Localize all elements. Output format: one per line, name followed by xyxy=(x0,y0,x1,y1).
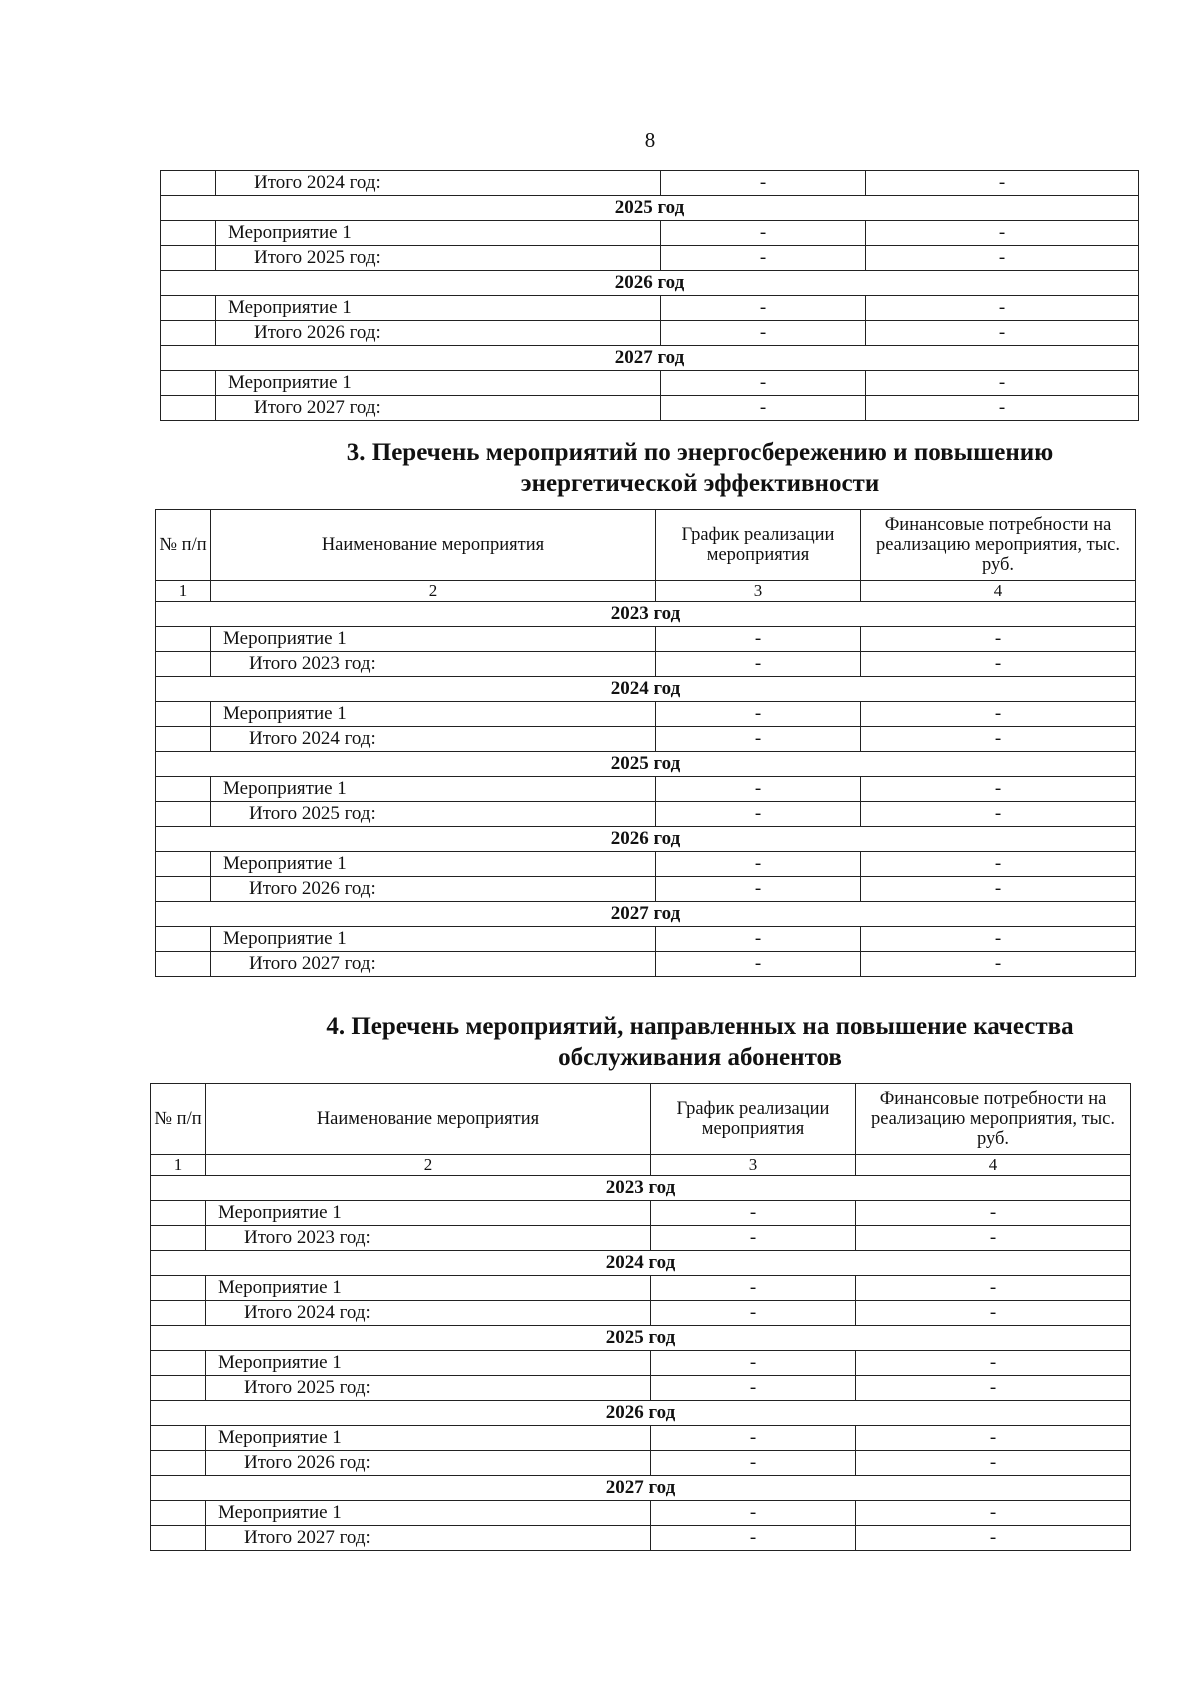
row-number-cell xyxy=(151,1301,206,1326)
row-number-cell xyxy=(156,927,211,952)
schedule-cell: - xyxy=(661,321,866,346)
schedule-cell: - xyxy=(651,1226,856,1251)
finance-cell: - xyxy=(861,627,1136,652)
year-row xyxy=(156,827,1136,852)
table-section3 xyxy=(155,509,1136,977)
row-number-cell xyxy=(156,777,211,802)
total-label: Итого 2025 год: xyxy=(211,802,656,827)
total-label: Итого 2023 год: xyxy=(211,652,656,677)
total-label: Итого 2027 год: xyxy=(206,1526,651,1551)
measure-row xyxy=(156,627,1136,652)
total-row xyxy=(151,1301,1131,1326)
measure-name: Мероприятие 1 xyxy=(211,852,656,877)
total-label: Итого 2027 год: xyxy=(216,396,661,421)
year-row xyxy=(156,902,1136,927)
year-label: 2024 год xyxy=(151,1251,1131,1276)
year-label: 2027 год xyxy=(151,1476,1131,1501)
measure-name: Мероприятие 1 xyxy=(211,627,656,652)
finance-cell: - xyxy=(861,952,1136,977)
measure-name: Мероприятие 1 xyxy=(216,296,661,321)
row-number-cell xyxy=(161,396,216,421)
row-number-cell xyxy=(156,877,211,902)
measure-row xyxy=(161,296,1139,321)
row-number-cell xyxy=(151,1526,206,1551)
section3-heading-line1: 3. Перечень мероприятий по энергосбережению и повышению xyxy=(346,439,1054,466)
finance-cell: - xyxy=(861,877,1136,902)
table-continuation xyxy=(160,170,1139,421)
measure-name: Мероприятие 1 xyxy=(206,1276,651,1301)
schedule-cell: - xyxy=(651,1376,856,1401)
total-label: Итого 2026 год: xyxy=(211,877,656,902)
year-label: 2027 год xyxy=(156,902,1136,927)
measure-name: Мероприятие 1 xyxy=(211,777,656,802)
total-row xyxy=(151,1451,1131,1476)
section4-heading-line2: обслуживания абонентов xyxy=(558,1044,842,1071)
finance-cell: - xyxy=(856,1226,1131,1251)
col-number-2: 2 xyxy=(211,581,656,602)
total-label: Итого 2024 год: xyxy=(211,727,656,752)
total-label: Итого 2025 год: xyxy=(206,1376,651,1401)
header-row xyxy=(151,1084,1131,1155)
finance-cell: - xyxy=(866,171,1139,196)
year-row xyxy=(151,1176,1131,1201)
section4-heading-line1: 4. Перечень мероприятий, направленных на повышение качества xyxy=(326,1013,1074,1040)
year-row xyxy=(151,1401,1131,1426)
col-header-number: № п/п xyxy=(151,1084,206,1155)
schedule-cell: - xyxy=(651,1201,856,1226)
finance-cell: - xyxy=(856,1501,1131,1526)
page-number: 8 xyxy=(644,128,656,152)
total-row xyxy=(151,1226,1131,1251)
schedule-cell: - xyxy=(651,1451,856,1476)
total-row xyxy=(151,1376,1131,1401)
row-number-cell xyxy=(161,296,216,321)
row-number-cell xyxy=(156,952,211,977)
year-label: 2023 год xyxy=(151,1176,1131,1201)
finance-cell: - xyxy=(856,1376,1131,1401)
col-number-1: 1 xyxy=(151,1155,206,1176)
year-label: 2026 год xyxy=(151,1401,1131,1426)
measure-name: Мероприятие 1 xyxy=(206,1201,651,1226)
finance-cell: - xyxy=(861,702,1136,727)
measure-name: Мероприятие 1 xyxy=(211,702,656,727)
row-number-cell xyxy=(151,1351,206,1376)
col-number-1: 1 xyxy=(156,581,211,602)
year-row xyxy=(151,1476,1131,1501)
finance-cell: - xyxy=(861,927,1136,952)
schedule-cell: - xyxy=(661,221,866,246)
col-number-4: 4 xyxy=(861,581,1136,602)
finance-cell: - xyxy=(866,296,1139,321)
row-number-cell xyxy=(151,1376,206,1401)
measure-row xyxy=(156,777,1136,802)
col-header-name: Наименование мероприятия xyxy=(211,510,656,581)
year-row xyxy=(151,1251,1131,1276)
finance-cell: - xyxy=(856,1351,1131,1376)
finance-cell: - xyxy=(861,652,1136,677)
col-number-2: 2 xyxy=(206,1155,651,1176)
year-label: 2025 год xyxy=(151,1326,1131,1351)
total-row xyxy=(156,952,1136,977)
section3-heading xyxy=(100,437,1200,499)
row-number-cell xyxy=(156,727,211,752)
section3-heading-line2: энергетической эффективности xyxy=(520,470,880,497)
year-label: 2027 год xyxy=(161,346,1139,371)
measure-name: Мероприятие 1 xyxy=(216,221,661,246)
schedule-cell: - xyxy=(656,702,861,727)
schedule-cell: - xyxy=(651,1301,856,1326)
schedule-cell: - xyxy=(661,296,866,321)
total-row xyxy=(161,246,1139,271)
total-row xyxy=(161,171,1139,196)
measure-name: Мероприятие 1 xyxy=(206,1501,651,1526)
measure-row xyxy=(151,1351,1131,1376)
row-number-cell xyxy=(151,1451,206,1476)
measure-row xyxy=(151,1201,1131,1226)
finance-cell: - xyxy=(861,802,1136,827)
col-number-3: 3 xyxy=(651,1155,856,1176)
finance-cell: - xyxy=(866,371,1139,396)
finance-cell: - xyxy=(856,1526,1131,1551)
total-row xyxy=(156,802,1136,827)
schedule-cell: - xyxy=(661,371,866,396)
schedule-cell: - xyxy=(651,1501,856,1526)
total-label: Итого 2024 год: xyxy=(216,171,661,196)
schedule-cell: - xyxy=(656,652,861,677)
schedule-cell: - xyxy=(656,952,861,977)
schedule-cell: - xyxy=(656,927,861,952)
row-number-cell xyxy=(151,1201,206,1226)
measure-row xyxy=(161,221,1139,246)
schedule-cell: - xyxy=(661,246,866,271)
row-number-cell xyxy=(156,852,211,877)
finance-cell: - xyxy=(861,852,1136,877)
year-row xyxy=(156,752,1136,777)
row-number-cell xyxy=(156,627,211,652)
schedule-cell: - xyxy=(656,777,861,802)
row-number-cell xyxy=(161,371,216,396)
row-number-cell xyxy=(151,1501,206,1526)
schedule-cell: - xyxy=(656,627,861,652)
row-number-cell xyxy=(156,652,211,677)
row-number-cell xyxy=(161,246,216,271)
schedule-cell: - xyxy=(661,396,866,421)
year-row xyxy=(156,602,1136,627)
row-number-cell xyxy=(161,321,216,346)
row-number-cell xyxy=(151,1226,206,1251)
column-numbers-row xyxy=(151,1155,1131,1176)
finance-cell: - xyxy=(866,321,1139,346)
total-label: Итого 2025 год: xyxy=(216,246,661,271)
measure-name: Мероприятие 1 xyxy=(206,1426,651,1451)
year-row xyxy=(161,346,1139,371)
finance-cell: - xyxy=(856,1426,1131,1451)
measure-row xyxy=(156,702,1136,727)
col-number-4: 4 xyxy=(856,1155,1131,1176)
col-header-name: Наименование мероприятия xyxy=(206,1084,651,1155)
schedule-cell: - xyxy=(661,171,866,196)
schedule-cell: - xyxy=(651,1526,856,1551)
finance-cell: - xyxy=(866,396,1139,421)
schedule-cell: - xyxy=(656,802,861,827)
finance-cell: - xyxy=(856,1301,1131,1326)
col-number-3: 3 xyxy=(656,581,861,602)
total-row xyxy=(156,727,1136,752)
schedule-cell: - xyxy=(656,727,861,752)
year-row xyxy=(161,271,1139,296)
total-label: Итого 2024 год: xyxy=(206,1301,651,1326)
col-header-schedule: График реализации мероприятия xyxy=(651,1084,856,1155)
year-row xyxy=(156,677,1136,702)
measure-row xyxy=(151,1426,1131,1451)
measure-row xyxy=(151,1276,1131,1301)
finance-cell: - xyxy=(856,1276,1131,1301)
total-row xyxy=(161,396,1139,421)
schedule-cell: - xyxy=(656,877,861,902)
total-label: Итого 2023 год: xyxy=(206,1226,651,1251)
row-number-cell xyxy=(161,171,216,196)
schedule-cell: - xyxy=(651,1426,856,1451)
row-number-cell xyxy=(156,802,211,827)
total-row xyxy=(151,1526,1131,1551)
total-label: Итого 2026 год: xyxy=(206,1451,651,1476)
col-header-schedule: График реализации мероприятия xyxy=(656,510,861,581)
schedule-cell: - xyxy=(656,852,861,877)
measure-row xyxy=(156,927,1136,952)
schedule-cell: - xyxy=(651,1351,856,1376)
year-label: 2025 год xyxy=(156,752,1136,777)
schedule-cell: - xyxy=(651,1276,856,1301)
year-label: 2026 год xyxy=(156,827,1136,852)
measure-name: Мероприятие 1 xyxy=(216,371,661,396)
year-row xyxy=(151,1326,1131,1351)
year-row xyxy=(161,196,1139,221)
col-header-number: № п/п xyxy=(156,510,211,581)
measure-name: Мероприятие 1 xyxy=(206,1351,651,1376)
finance-cell: - xyxy=(861,777,1136,802)
total-row xyxy=(156,877,1136,902)
total-row xyxy=(156,652,1136,677)
row-number-cell xyxy=(151,1426,206,1451)
year-label: 2023 год xyxy=(156,602,1136,627)
header-row xyxy=(156,510,1136,581)
total-row xyxy=(161,321,1139,346)
finance-cell: - xyxy=(866,246,1139,271)
col-header-finance: Финансовые потребности на реализацию мероприятия, тыс. руб. xyxy=(861,510,1136,581)
total-label: Итого 2026 год: xyxy=(216,321,661,346)
finance-cell: - xyxy=(861,727,1136,752)
measure-row xyxy=(151,1501,1131,1526)
column-numbers-row xyxy=(156,581,1136,602)
row-number-cell xyxy=(156,702,211,727)
finance-cell: - xyxy=(856,1201,1131,1226)
measure-name: Мероприятие 1 xyxy=(211,927,656,952)
row-number-cell xyxy=(151,1276,206,1301)
table-section4 xyxy=(150,1083,1131,1551)
row-number-cell xyxy=(161,221,216,246)
measure-row xyxy=(161,371,1139,396)
year-label: 2025 год xyxy=(161,196,1139,221)
year-label: 2026 год xyxy=(161,271,1139,296)
measure-row xyxy=(156,852,1136,877)
col-header-finance: Финансовые потребности на реализацию мероприятия, тыс. руб. xyxy=(856,1084,1131,1155)
year-label: 2024 год xyxy=(156,677,1136,702)
section4-heading xyxy=(100,1011,1200,1073)
total-label: Итого 2027 год: xyxy=(211,952,656,977)
finance-cell: - xyxy=(856,1451,1131,1476)
finance-cell: - xyxy=(866,221,1139,246)
